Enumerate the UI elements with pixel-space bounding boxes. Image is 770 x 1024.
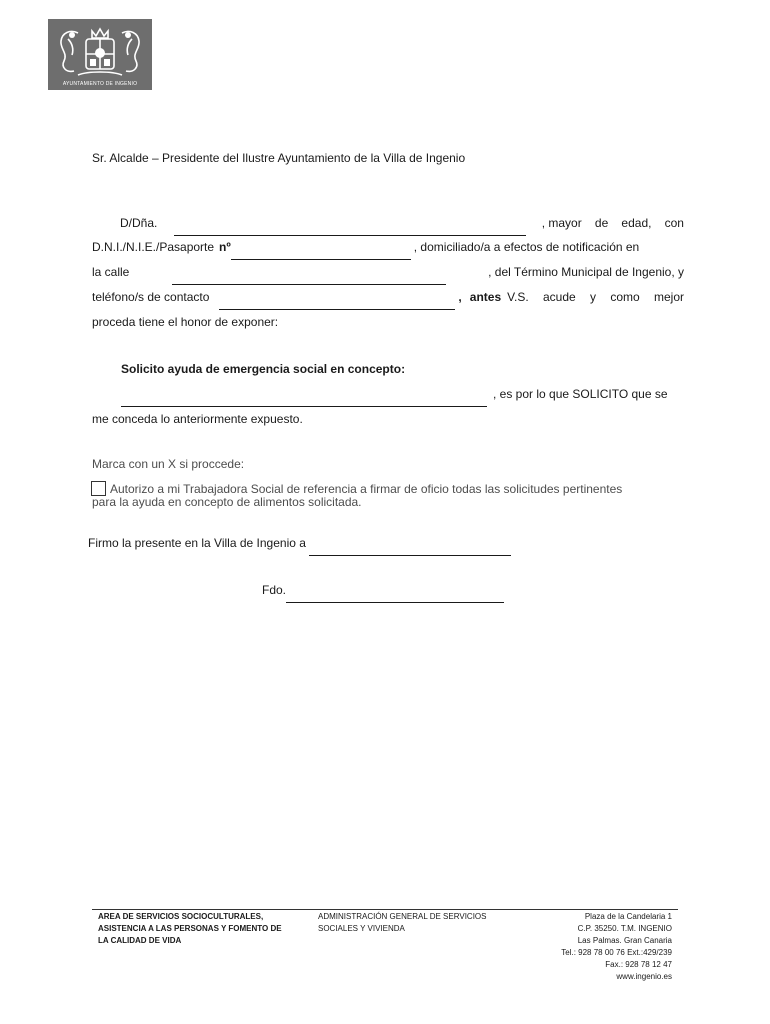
- footer-administration-line: ADMINISTRACIÓN GENERAL DE SERVICIOS: [318, 912, 487, 921]
- request-closing-text: me conceda lo anteriormente expuesto.: [92, 412, 303, 426]
- footer-phone: Tel.: 928 78 00 76 Ext.:429/239: [561, 948, 672, 957]
- id-label: D.N.I./N.I.E./Pasaporte: [92, 240, 215, 254]
- coat-of-arms-icon: [48, 19, 152, 90]
- authorization-checkbox[interactable]: [91, 481, 106, 496]
- body-line-1: [92, 211, 684, 236]
- footer-postal-code: C.P. 35250. T.M. INGENIO: [577, 924, 672, 933]
- domicile-text: , domiciliado/a a efectos de notificación en: [413, 240, 640, 254]
- footer-website-link[interactable]: www.ingenio.es: [616, 972, 672, 981]
- footer-address: Plaza de la Candelaria 1: [584, 912, 672, 921]
- footer-administration-line: SOCIALES Y VIVIENDA: [318, 924, 405, 933]
- municipal-logo: [48, 19, 152, 90]
- signature-field[interactable]: [286, 589, 504, 603]
- footer-department: [98, 911, 282, 947]
- authorization-text-1: Autorizo a mi Trabajadora Social de referencia a firmar de oficio todas las solicitudes pertinentes: [110, 482, 623, 496]
- footer-administration: [318, 911, 486, 935]
- addressee-line: Sr. Alcalde – Presidente del Ilustre Ayuntamiento de la Villa de Ingenio: [92, 151, 466, 165]
- signature-date-field[interactable]: [309, 542, 511, 556]
- id-number-sign: nº: [219, 240, 231, 254]
- fdo-label: Fdo.: [262, 583, 287, 597]
- age-text-de: de: [594, 216, 609, 230]
- request-line-2: [92, 407, 684, 432]
- footer-contact: [500, 911, 672, 983]
- fdo-line: [262, 578, 770, 603]
- street-field[interactable]: [172, 271, 446, 285]
- body-line-2: [92, 235, 684, 260]
- request-line-1: [121, 382, 684, 407]
- signature-place-text: Firmo la presente en la Villa de Ingenio a: [88, 536, 306, 550]
- vs-text: V.S. acude y como mejor: [507, 290, 684, 304]
- authorization-text-2: para la ayuda en concepto de alimentos solicitada.: [92, 495, 362, 509]
- phone-field[interactable]: [219, 296, 455, 310]
- footer-fax: Fax.: 928 78 12 47: [605, 960, 672, 969]
- request-heading: Solicito ayuda de emergencia social en concepto:: [121, 362, 406, 376]
- municipality-text: , del Término Municipal de Ingenio, y: [488, 265, 684, 279]
- footer-department-line: LA CALIDAD DE VIDA: [98, 936, 182, 945]
- footer-department-line: ASISTENCIA A LAS PERSONAS Y FOMENTO DE: [98, 924, 282, 933]
- footer-divider: [92, 909, 678, 910]
- antes-text: antes: [469, 290, 502, 304]
- expose-text: proceda tiene el honor de exponer:: [92, 315, 279, 329]
- signature-place-line: [88, 531, 680, 556]
- footer-department-line: AREA DE SERVICIOS SOCIOCULTURALES,: [98, 912, 264, 921]
- concept-field[interactable]: [121, 393, 487, 407]
- request-text: , es por lo que SOLICITO que se: [493, 387, 668, 401]
- checkbox-instruction: Marca con un X si proccede:: [92, 457, 245, 471]
- street-label: la calle: [92, 265, 130, 279]
- age-text-edad: edad,: [621, 216, 652, 230]
- logo-caption: AYUNTAMIENTO DE INGENIO: [62, 81, 138, 87]
- phone-comma: ,: [458, 290, 462, 304]
- body-line-3: [92, 260, 684, 285]
- name-prefix-label: D/Dña.: [120, 216, 158, 230]
- age-text-con: con: [664, 216, 684, 230]
- age-text: , mayor: [541, 216, 582, 230]
- body-line-4: [92, 285, 684, 310]
- phone-label: teléfono/s de contacto: [92, 290, 210, 304]
- footer-region: Las Palmas. Gran Canaria: [577, 936, 672, 945]
- body-line-5: [92, 310, 684, 335]
- id-number-field[interactable]: [231, 246, 411, 260]
- name-field[interactable]: [174, 222, 526, 236]
